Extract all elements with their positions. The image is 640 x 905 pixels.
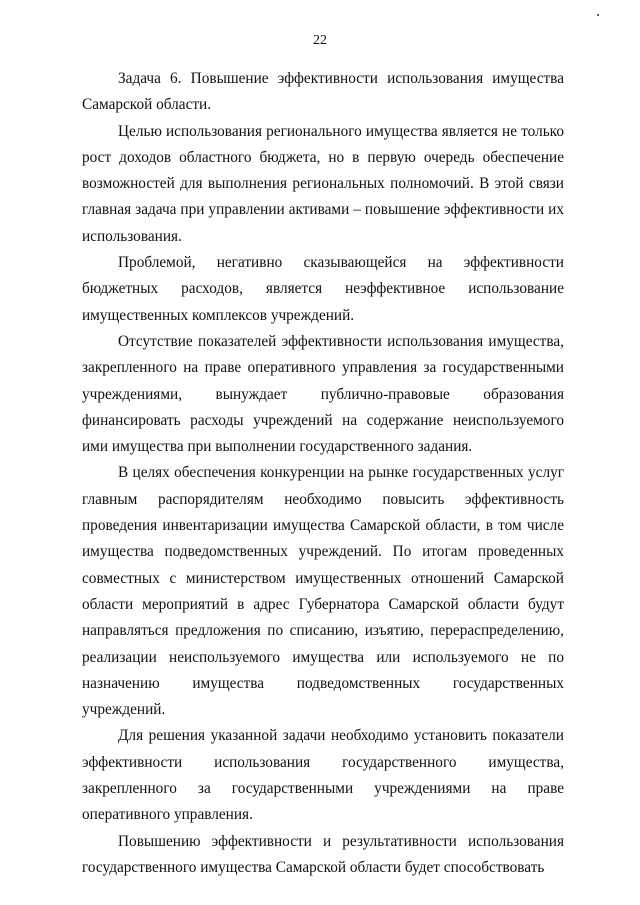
scan-artifact-dot bbox=[597, 14, 599, 16]
document-body bbox=[82, 66, 564, 881]
page-number: 22 bbox=[313, 33, 327, 48]
paragraph: В целях обеспечения конкуренции на рынке государственных услуг главным распорядителям необходимо повысить эффективность проведения инвентаризации имущества Самарской области, в том числе имущества подведомственных учреждений. По итогам проведенных совместных с министерством имущественных отношений Самарской области мероприятий в адрес Губернатора Самарской области будут направляться предложения по списанию, изъятию, перераспределению, реализации неиспользуемого имущества или используемого не по назначению имущества подведомственных государственных учреждений. bbox=[82, 464, 564, 719]
paragraph: Для решения указанной задачи необходимо установить показатели эффективности использования государственного имущества, закрепленного за государственными учреждениями на праве оперативного управления. bbox=[82, 727, 564, 824]
paragraph-task-heading: Задача 6. Повышение эффективности использования имущества Самарской области. bbox=[82, 70, 564, 114]
paragraph: Целью использования регионального имущества является не только рост доходов областного бюджета, но в первую очередь обеспечение возможностей для выполнения региональных полномочий. В этой связи главная задача при управлении активами – повышение эффективности их использования. bbox=[82, 122, 564, 245]
paragraph: Проблемой, негативно сказывающейся на эффективности бюджетных расходов, является неэффективное использование имущественных комплексов учреждений. bbox=[82, 254, 564, 324]
paragraph: Отсутствие показателей эффективности использования имущества, закрепленного на праве оперативного управления за государственными учреждениями, вынуждает публично-правовые образования финансировать расходы учреждений на содержание неиспользуемого ими имущества при выполнении государственного задания. bbox=[82, 332, 564, 456]
paragraph: Повышению эффективности и результативности использования государственного имущества Самарской области будет способствовать bbox=[82, 832, 564, 876]
